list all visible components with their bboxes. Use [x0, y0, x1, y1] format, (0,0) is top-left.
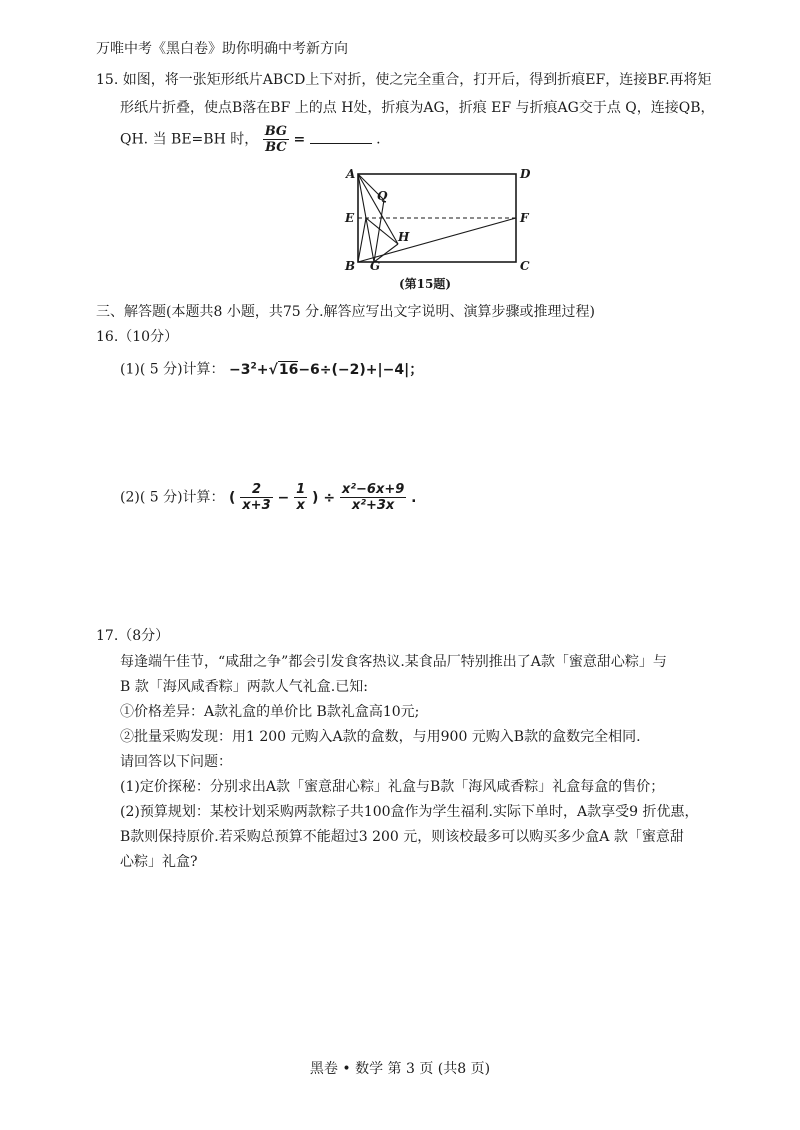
q16-p1-root: 16 — [278, 361, 299, 378]
q15-frac-den: BC — [265, 140, 287, 155]
q16-part1 — [120, 356, 423, 380]
q15-number: 15. — [96, 72, 119, 88]
q16-p2-close: ) — [312, 489, 319, 506]
q16-p2-frac1-num: 2 — [240, 482, 272, 498]
q16-p2-div: ÷ — [323, 489, 336, 506]
q17-line-6: (1)定价探秘：分别求出A款「蜜意甜心粽」礼盒与B款「海风咸香粽」礼盒每盒的售价； — [120, 779, 665, 795]
q17-line-7: (2)预算规划：某校计划采购两款粽子共100盒作为学生福利.实际下单时，A款享受9 折优惠， — [120, 804, 699, 820]
q16-p2-end: . — [411, 489, 417, 506]
label-a: A — [346, 167, 356, 181]
label-b: B — [345, 259, 356, 273]
q15-text-1: 如图，将一张矩形纸片ABCD上下对折，使之完全重合，打开后，得到折痕EF，连接BF.再将矩 — [122, 72, 712, 88]
label-c: C — [520, 259, 530, 273]
q17-line-9: 心粽」礼盒? — [120, 854, 198, 870]
q15-equals: = — [293, 131, 306, 148]
q16-p2-label: (2)( 5 分)计算： — [120, 489, 225, 506]
label-g: G — [370, 259, 381, 273]
q16-p2-frac3-den: x²+3x — [351, 498, 395, 513]
page-footer: 黑卷 • 数学 第 3 页 (共8 页) — [309, 1061, 491, 1077]
q15-line1 — [96, 70, 712, 90]
q15-fraction — [263, 124, 289, 155]
q17-line-2: B 款「海风咸香粽」两款人气礼盒.已知: — [120, 679, 368, 695]
q16-p2-frac2 — [294, 482, 307, 513]
label-d: D — [520, 167, 531, 181]
label-h: H — [398, 230, 410, 244]
line-qb — [358, 218, 366, 262]
q17-line-5: 请回答以下问题： — [120, 754, 232, 770]
q15-frac-num: BG — [264, 124, 288, 139]
figure-caption: (第15题) — [399, 277, 452, 291]
label-f: F — [520, 211, 529, 225]
q16-p2-open: ( — [229, 489, 236, 506]
page-header: 万唯中考《黑白卷》助你明确中考新方向 — [96, 41, 348, 57]
q16-p1-rest: −6÷(−2)+|−4|； — [298, 361, 424, 378]
label-e: E — [345, 211, 355, 225]
q15-answer-blank[interactable] — [310, 129, 372, 144]
q17-heading: 17.（8分） — [96, 628, 170, 644]
q16-p2-frac1-den: x+3 — [242, 498, 271, 513]
q16-part2 — [120, 482, 416, 522]
q15-line3 — [120, 124, 381, 155]
q16-p2-frac2-den: x — [296, 498, 305, 513]
label-q: Q — [377, 189, 388, 203]
q17-line-1: 每逢端午佳节，“咸甜之争”都会引发食客热议.某食品厂特别推出了A款「蜜意甜心粽」与 — [120, 654, 667, 670]
line-qh — [366, 218, 398, 244]
q17-line-3: ①价格差异：A款礼盒的单价比 B款礼盒高10元; — [120, 704, 420, 720]
section-3-title: 三、解答题(本题共8 小题，共75 分.解答应写出文字说明、演算步骤或推理过程) — [96, 304, 595, 320]
q17-line-8: B款则保持原价.若采购总预算不能超过3 200 元，则该校最多可以购买多少盒A 款「蜜意甜 — [120, 829, 684, 845]
q16-p2-frac1 — [240, 482, 272, 513]
q16-p1-label: (1)( 5 分)计算： — [120, 361, 225, 378]
q15-end: . — [376, 131, 381, 148]
q15-figure — [336, 164, 536, 296]
q16-p2-frac2-num: 1 — [296, 482, 306, 497]
q16-p2-minus: − — [277, 489, 290, 506]
q16-p2-frac3 — [340, 482, 406, 513]
q16-p1-expression: $-3^2+√16-6\div(-2)+|-4|$； — [229, 361, 424, 378]
line-bf — [358, 218, 516, 262]
q15-condition: QH. 当 BE=BH 时， — [120, 131, 259, 148]
q16-p2-frac3-num: x²−6x+9 — [341, 482, 405, 497]
q16-heading: 16.（10分） — [96, 329, 179, 345]
q16-p1-exponent: 2 — [250, 361, 257, 371]
q16-p2-expression — [229, 482, 417, 513]
q16-p1-plus: + — [256, 361, 269, 378]
q15-line2: 形纸片折叠，使点B落在BF 上的点 H处，折痕为AG，折痕 EF 与折痕AG交于点 Q，连接QB， — [120, 100, 715, 116]
q17-line-4: ②批量采购发现：用1 200 元购入A款的盒数，与用900 元购入B款的盒数完全相同. — [120, 729, 641, 745]
q16-p1-term1: −3 — [229, 361, 251, 378]
